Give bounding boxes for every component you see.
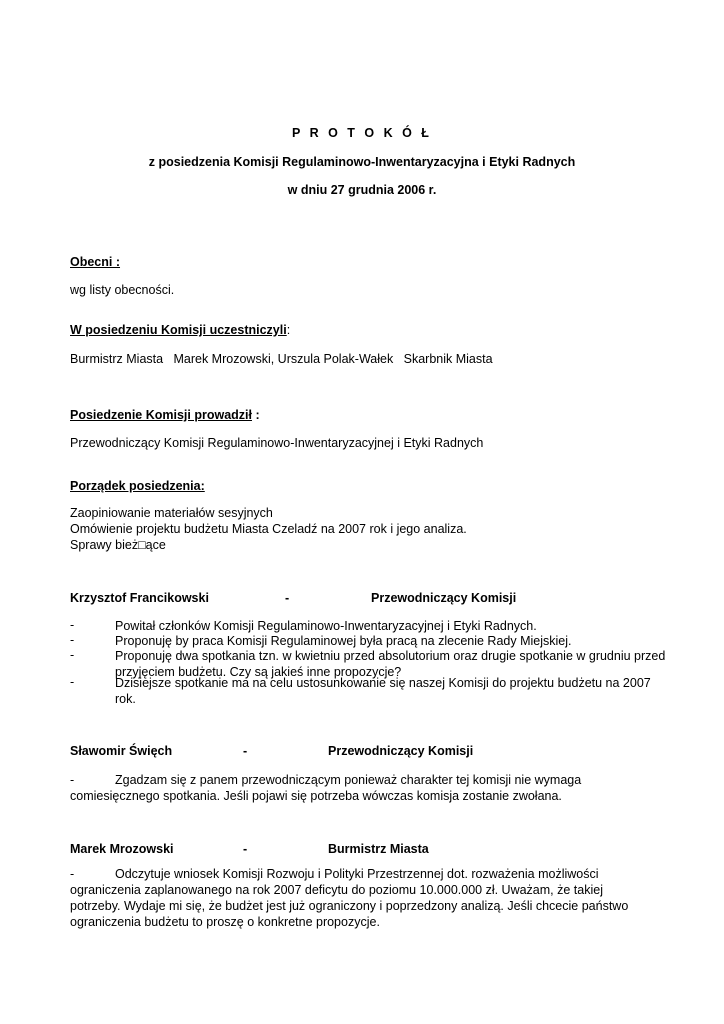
- uczestnicy-heading: [70, 323, 290, 337]
- speaker-role: Burmistrz Miasta: [328, 842, 429, 856]
- prowadzil-value: Przewodniczący Komisji Regulaminowo-Inwentaryzacyjnej i Etyki Radnych: [70, 436, 484, 450]
- bullet-text: Proponuję dwa spotkania tzn. w kwietniu przed absolutorium oraz drugie spotkanie w grudniu przed przyjęciem budżetu. Czy są jakieś inne propozycje?: [115, 649, 666, 679]
- paragraph-text: Zgadzam się z panem przewodniczącym ponieważ charakter tej komisji nie wymaga comiesięcznego spotkania. Jeśli pojawi się potrzeba wówczas komisja zostanie zwołana.: [70, 773, 582, 803]
- bullet-dash: -: [70, 618, 75, 632]
- document-title: P R O T O K Ó Ł: [292, 126, 432, 140]
- speaker-name: Sławomir Święch: [70, 744, 173, 758]
- porzadek-label: Porządek posiedzenia:: [70, 479, 205, 493]
- uczestnicy-value: Burmistrz Miasta Marek Mrozowski, Urszula Polak-Wałek Skarbnik Miasta: [70, 352, 493, 366]
- speaker-paragraph: [70, 772, 635, 804]
- bullet-dash: -: [70, 675, 75, 689]
- uczestnicy-label: W posiedzeniu Komisji uczestniczyli: [70, 323, 287, 337]
- speaker-name: Krzysztof Francikowski: [70, 591, 209, 605]
- speaker-dash: -: [243, 744, 248, 758]
- speaker-dash: -: [243, 842, 248, 856]
- document-subtitle: z posiedzenia Komisji Regulaminowo-Inwentaryzacyjna i Etyki Radnych: [148, 155, 576, 169]
- document-date: w dniu 27 grudnia 2006 r.: [287, 183, 437, 197]
- speaker-role: Przewodniczący Komisji: [371, 591, 517, 605]
- bullet-dash: -: [70, 648, 75, 662]
- obecni-label: Obecni :: [70, 255, 121, 269]
- paragraph-text: Odczytuje wniosek Komisji Rozwoju i Polityki Przestrzennej dot. rozważenia możliwości ograniczenia zaplanowanego na rok 2007 deficytu do poziomu 10.000.000 zł. Uważam, że takiej potrzeby. Wydaje mi się, że budżet jest już ograniczony i poprzedzony analizą. Jeśli chcecie państwo ograniczenia budżetu to proszę o konkretne propozycje.: [70, 867, 629, 929]
- obecni-value: wg listy obecności.: [70, 283, 175, 297]
- agenda-item: Zaopiniowanie materiałów sesyjnych: [70, 506, 273, 520]
- paragraph-dash: -: [70, 867, 75, 881]
- speaker-role: Przewodniczący Komisji: [328, 744, 474, 758]
- speaker-heading: [70, 842, 427, 858]
- speaker-dash: -: [285, 591, 290, 605]
- speaker-paragraph: [70, 866, 650, 930]
- bullet-text: Powitał członków Komisji Regulaminowo-Inwentaryzacyjnej i Etyki Radnych.: [115, 619, 537, 633]
- speaker-heading: [70, 744, 474, 760]
- agenda-list: [70, 505, 467, 553]
- prowadzil-colon: :: [251, 408, 260, 422]
- agenda-item: Sprawy bież□ące: [70, 538, 166, 552]
- bullet-text: Dzisiejsze spotkanie ma na celu ustosunkowanie się naszej Komisji do projektu budżetu na 2007 rok.: [115, 676, 651, 706]
- speaker-heading: [70, 591, 517, 607]
- paragraph-dash: -: [70, 773, 75, 787]
- bullet-dash: -: [70, 633, 75, 647]
- uczestnicy-colon: :: [286, 323, 291, 337]
- prowadzil-label: Posiedzenie Komisji prowadził: [70, 408, 252, 422]
- bullet-text: Proponuję by praca Komisji Regulaminowej była pracą na zlecenie Rady Miejskiej.: [115, 634, 572, 648]
- speaker-name: Marek Mrozowski: [70, 842, 174, 856]
- agenda-item: Omówienie projektu budżetu Miasta Czeladź na 2007 rok i jego analiza.: [70, 522, 467, 536]
- prowadzil-heading: [70, 408, 260, 422]
